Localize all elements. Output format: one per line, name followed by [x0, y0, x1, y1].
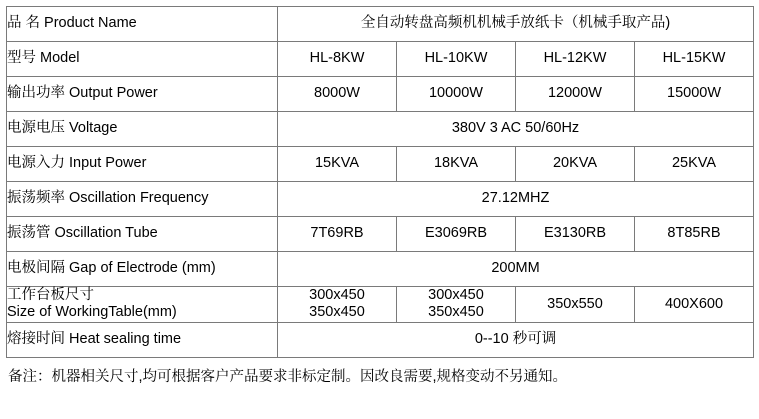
working-table-label-line-2: Size of WorkingTable(mm) [7, 304, 177, 321]
row-label-input-power: 电源入力 Input Power [7, 147, 278, 182]
row-label-product-name: 品 名 Product Name [7, 7, 278, 42]
table-row [7, 252, 754, 287]
cell-input-power-4: 25KVA [635, 147, 754, 182]
row-value-heat-sealing-time: 0--10 秒可调 [278, 322, 754, 357]
table-row [7, 182, 754, 217]
row-label-gap-of-electrode: 电极间隔 Gap of Electrode (mm) [7, 252, 278, 287]
row-value-oscillation-frequency: 27.12MHZ [278, 182, 754, 217]
cell-input-power-2: 18KVA [397, 147, 516, 182]
cell-working-table-4: 400X600 [635, 287, 754, 323]
cell-output-power-4: 15000W [635, 77, 754, 112]
cell-model-1: HL-8KW [278, 42, 397, 77]
cell-working-table-2-line-1: 300x450 [428, 287, 484, 303]
table-row [7, 112, 754, 147]
row-label-working-table-size [7, 287, 278, 323]
row-label-oscillation-frequency: 振荡频率 Oscillation Frequency [7, 182, 278, 217]
cell-working-table-1 [278, 287, 397, 323]
row-label-model: 型号 Model [7, 42, 278, 77]
row-label-oscillation-tube: 振荡管 Oscillation Tube [7, 217, 278, 252]
cell-oscillation-tube-1: 7T69RB [278, 217, 397, 252]
row-value-voltage: 380V 3 AC 50/60Hz [278, 112, 754, 147]
row-label-heat-sealing-time: 熔接时间 Heat sealing time [7, 322, 278, 357]
working-table-label-line-1: 工作台板尺寸 [7, 287, 94, 303]
cell-model-2: HL-10KW [397, 42, 516, 77]
table-row [7, 217, 754, 252]
table-row [7, 147, 754, 182]
cell-input-power-1: 15KVA [278, 147, 397, 182]
cell-oscillation-tube-2: E3069RB [397, 217, 516, 252]
cell-working-table-2-line-2: 350x450 [428, 304, 484, 321]
table-row [7, 287, 754, 323]
cell-input-power-3: 20KVA [516, 147, 635, 182]
cell-working-table-3: 350x550 [516, 287, 635, 323]
cell-output-power-2: 10000W [397, 77, 516, 112]
row-label-voltage: 电源电压 Voltage [7, 112, 278, 147]
cell-working-table-1-line-2: 350x450 [309, 304, 365, 321]
table-row [7, 77, 754, 112]
table-row [7, 42, 754, 77]
cell-oscillation-tube-3: E3130RB [516, 217, 635, 252]
cell-output-power-1: 8000W [278, 77, 397, 112]
footer-note: 备注：机器相关尺寸,均可根据客户产品要求非标定制。因改良需要,规格变动不另通知。 [8, 368, 568, 385]
cell-model-4: HL-15KW [635, 42, 754, 77]
cell-oscillation-tube-4: 8T85RB [635, 217, 754, 252]
table-row [7, 322, 754, 357]
row-label-output-power: 输出功率 Output Power [7, 77, 278, 112]
cell-model-3: HL-12KW [516, 42, 635, 77]
cell-output-power-3: 12000W [516, 77, 635, 112]
cell-working-table-1-line-1: 300x450 [309, 287, 365, 303]
row-value-gap-of-electrode: 200MM [278, 252, 754, 287]
cell-working-table-2 [397, 287, 516, 323]
row-value-product-name: 全自动转盘高频机机械手放纸卡（机械手取产品) [278, 7, 754, 42]
table-row [7, 7, 754, 42]
specification-table [6, 6, 754, 358]
